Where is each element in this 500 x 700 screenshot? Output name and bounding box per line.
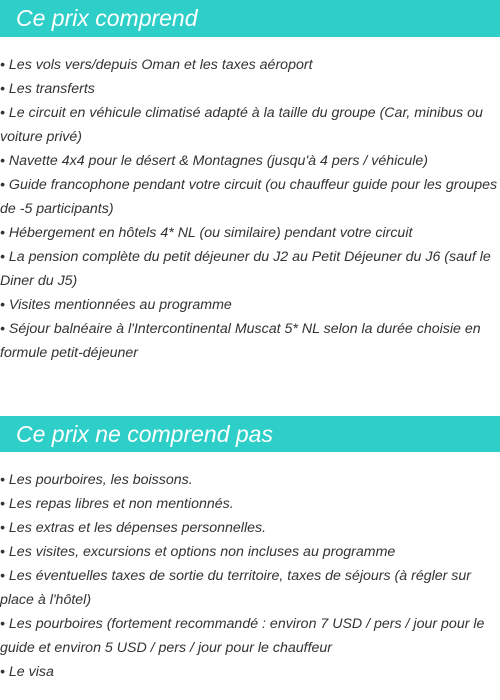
list-item: • Le circuit en véhicule climatisé adapté à la taille du groupe (Car, minibus ou voiture privé) bbox=[0, 105, 483, 145]
list-item: • Les transferts bbox=[0, 81, 95, 97]
list-item: • Les éventuelles taxes de sortie du territoire, taxes de séjours (à régler sur place à l'hôtel) bbox=[0, 568, 472, 608]
list-item: • Guide francophone pendant votre circuit (ou chauffeur guide pour les groupes de -5 participants) bbox=[0, 177, 498, 217]
included-section-title bbox=[0, 0, 500, 37]
list-item: • Les extras et les dépenses personnelles. bbox=[0, 520, 267, 536]
list-item: • Les pourboires, les boissons. bbox=[0, 472, 193, 488]
list-item: • Les vols vers/depuis Oman et les taxes aéroport bbox=[0, 57, 313, 73]
list-item: • Séjour balnéaire à l'Intercontinental Muscat 5* NL selon la durée choisie en formule petit-déjeuner bbox=[0, 321, 481, 361]
excluded-items-list bbox=[0, 468, 498, 684]
list-item: • Navette 4x4 pour le désert & Montagnes (jusqu'à 4 pers / véhicule) bbox=[0, 153, 429, 169]
included-title-text: Ce prix comprend bbox=[16, 5, 198, 31]
excluded-section-title bbox=[0, 416, 500, 452]
list-item: • Le visa bbox=[0, 664, 54, 680]
list-item: • La pension complète du petit déjeuner du J2 au Petit Déjeuner du J6 (sauf le Diner du J5) bbox=[0, 249, 491, 289]
list-item: • Visites mentionnées au programme bbox=[0, 297, 232, 313]
list-item: • Les repas libres et non mentionnés. bbox=[0, 496, 234, 512]
excluded-title-text: Ce prix ne comprend pas bbox=[16, 420, 273, 447]
list-item: • Les visites, excursions et options non incluses au programme bbox=[0, 544, 396, 560]
included-items-list bbox=[0, 53, 498, 365]
list-item: • Hébergement en hôtels 4* NL (ou similaire) pendant votre circuit bbox=[0, 225, 413, 241]
list-item: • Les pourboires (fortement recommandé : environ 7 USD / pers / jour pour le guide et environ 5 USD / pers / jour pour le chauffeur bbox=[0, 616, 485, 656]
